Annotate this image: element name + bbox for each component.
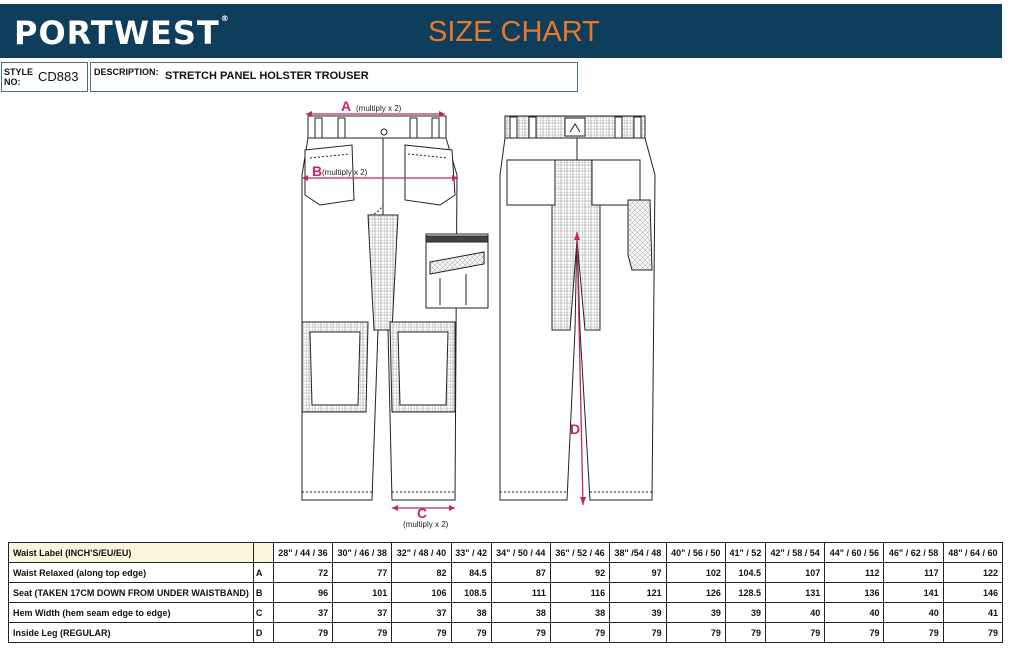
value-cell: 116 (550, 583, 609, 603)
value-cell: 108.5 (451, 583, 491, 603)
value-cell: 40 (766, 603, 825, 623)
value-cell: 79 (550, 623, 609, 643)
label-a-note: (multiply x 2) (356, 104, 402, 113)
label-b-note: (multiply x 2) (322, 168, 368, 177)
trouser-technical-drawing (0, 95, 1024, 535)
size-cell: 48" / 64 / 60 (943, 543, 1002, 563)
description-value: STRETCH PANEL HOLSTER TROUSER (165, 70, 369, 82)
description-box (90, 62, 578, 92)
label-a: A (341, 98, 352, 114)
value-cell: 92 (550, 563, 609, 583)
value-cell: 72 (273, 563, 332, 583)
size-cell: 34" / 50 / 44 (491, 543, 550, 563)
value-cell: 117 (884, 563, 943, 583)
row-code: B (253, 583, 273, 603)
measurement-row-waist (9, 563, 1003, 583)
value-cell: 38 (491, 603, 550, 623)
size-cell: 32" / 48 / 40 (392, 543, 451, 563)
size-cell: 36" / 52 / 46 (550, 543, 609, 563)
description-label: DESCRIPTION: (94, 67, 159, 77)
value-cell: 82 (392, 563, 451, 583)
value-cell: 102 (666, 563, 725, 583)
value-cell: 126 (666, 583, 725, 603)
value-cell: 97 (610, 563, 667, 583)
value-cell: 39 (666, 603, 725, 623)
style-number-label: STYLE NO: (4, 67, 34, 87)
value-cell: 106 (392, 583, 451, 603)
header-code-cell (253, 543, 273, 563)
size-cell: 28" / 44 / 36 (273, 543, 332, 563)
style-number-value: CD883 (38, 69, 79, 84)
header-label-cell: Waist Label (INCH'S/EU/EU) (9, 543, 254, 563)
value-cell: 121 (610, 583, 667, 603)
value-cell: 79 (725, 623, 765, 643)
value-cell: 41 (943, 603, 1002, 623)
value-cell: 101 (333, 583, 392, 603)
value-cell: 87 (491, 563, 550, 583)
value-cell: 128.5 (725, 583, 765, 603)
size-header-row (9, 543, 1003, 563)
measurement-row-hem (9, 603, 1003, 623)
value-cell: 79 (825, 623, 884, 643)
value-cell: 136 (825, 583, 884, 603)
header-bar (0, 4, 1002, 58)
value-cell: 79 (666, 623, 725, 643)
size-cell: 44" / 60 / 56 (825, 543, 884, 563)
size-cell: 33" / 42 (451, 543, 491, 563)
row-code: A (253, 563, 273, 583)
row-label: Seat (TAKEN 17CM DOWN FROM UNDER WAISTBAND) (9, 583, 254, 603)
value-cell: 107 (766, 563, 825, 583)
value-cell: 37 (392, 603, 451, 623)
value-cell: 38 (451, 603, 491, 623)
value-cell: 79 (333, 623, 392, 643)
size-cell: 30" / 46 / 38 (333, 543, 392, 563)
label-d: D (570, 421, 581, 437)
pocket-detail-inset (426, 234, 488, 308)
value-cell: 79 (451, 623, 491, 643)
value-cell: 84.5 (451, 563, 491, 583)
value-cell: 79 (766, 623, 825, 643)
value-cell: 79 (491, 623, 550, 643)
value-cell: 79 (392, 623, 451, 643)
value-cell: 96 (273, 583, 332, 603)
value-cell: 112 (825, 563, 884, 583)
value-cell: 37 (333, 603, 392, 623)
row-label: Inside Leg (REGULAR) (9, 623, 254, 643)
size-cell: 40" / 56 / 50 (666, 543, 725, 563)
value-cell: 38 (550, 603, 609, 623)
size-cell: 42" / 58 / 54 (766, 543, 825, 563)
size-table (8, 542, 1003, 643)
value-cell: 131 (766, 583, 825, 603)
label-b: B (312, 163, 323, 179)
value-cell: 79 (273, 623, 332, 643)
value-cell: 40 (825, 603, 884, 623)
value-cell: 79 (610, 623, 667, 643)
measurement-row-inside-leg (9, 623, 1003, 643)
value-cell: 146 (943, 583, 1002, 603)
value-cell: 40 (884, 603, 943, 623)
value-cell: 79 (884, 623, 943, 643)
value-cell: 77 (333, 563, 392, 583)
value-cell: 104.5 (725, 563, 765, 583)
value-cell: 111 (491, 583, 550, 603)
value-cell: 122 (943, 563, 1002, 583)
measurement-row-seat (9, 583, 1003, 603)
style-number-box (1, 62, 88, 92)
brand-logo: PORTWEST® (14, 14, 230, 52)
row-code: D (253, 623, 273, 643)
row-label: Hem Width (hem seam edge to edge) (9, 603, 254, 623)
label-c-note: (multiply x 2) (403, 520, 449, 529)
value-cell: 79 (943, 623, 1002, 643)
size-cell: 41" / 52 (725, 543, 765, 563)
size-cell: 38" /54 / 48 (610, 543, 667, 563)
value-cell: 141 (884, 583, 943, 603)
value-cell: 37 (273, 603, 332, 623)
page-title: SIZE CHART (428, 16, 600, 48)
row-label: Waist Relaxed (along top edge) (9, 563, 254, 583)
label-c: C (417, 505, 428, 521)
back-view (500, 116, 655, 500)
size-cell: 46" / 62 / 58 (884, 543, 943, 563)
value-cell: 39 (725, 603, 765, 623)
row-code: C (253, 603, 273, 623)
value-cell: 39 (610, 603, 667, 623)
